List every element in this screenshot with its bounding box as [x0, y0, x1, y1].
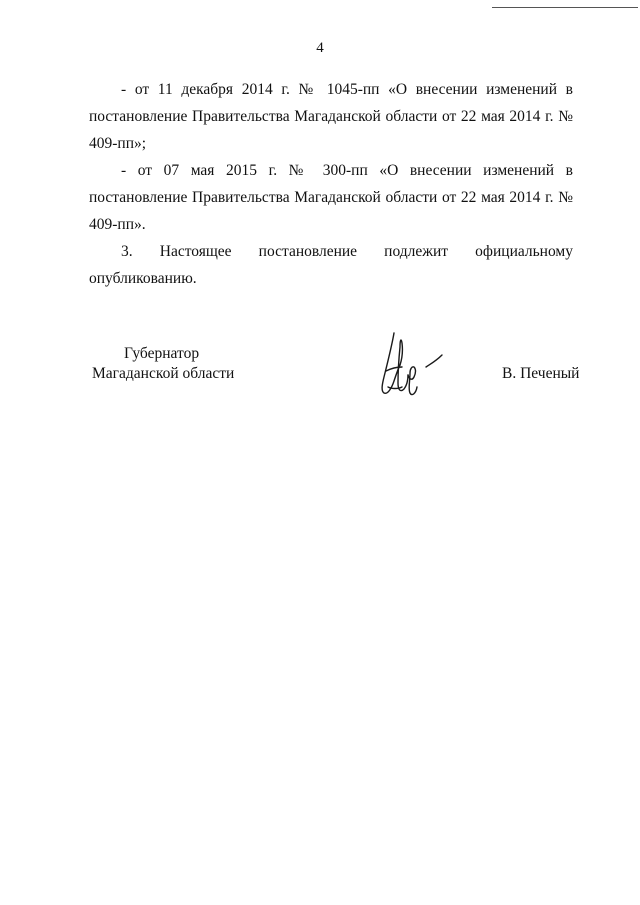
signature-block	[0, 345, 640, 415]
page-number: 4	[316, 40, 324, 56]
signatory-name: В. Печеный	[502, 365, 580, 382]
handwritten-signature	[372, 331, 450, 401]
publication-clause: 3. Настоящее постановление подлежит официальному опубликованию.	[89, 243, 573, 287]
document-body	[89, 76, 573, 292]
amendment-item-2015: - от 07 мая 2015 г. № 300-пп «О внесении изменений в постановление Правительства Магаданской области от 22 мая 2014 г. № 409-пп».	[89, 162, 573, 233]
signatory-position-line1: Губернатор	[124, 345, 200, 362]
signatory-position-line2: Магаданской области	[92, 365, 235, 382]
amendment-item-2014: - от 11 декабря 2014 г. № 1045-пп «О внесении изменений в постановление Правительства Магаданской области от 22 мая 2014 г. № 409-пп»;	[89, 81, 573, 152]
top-edge-rule	[492, 7, 638, 8]
